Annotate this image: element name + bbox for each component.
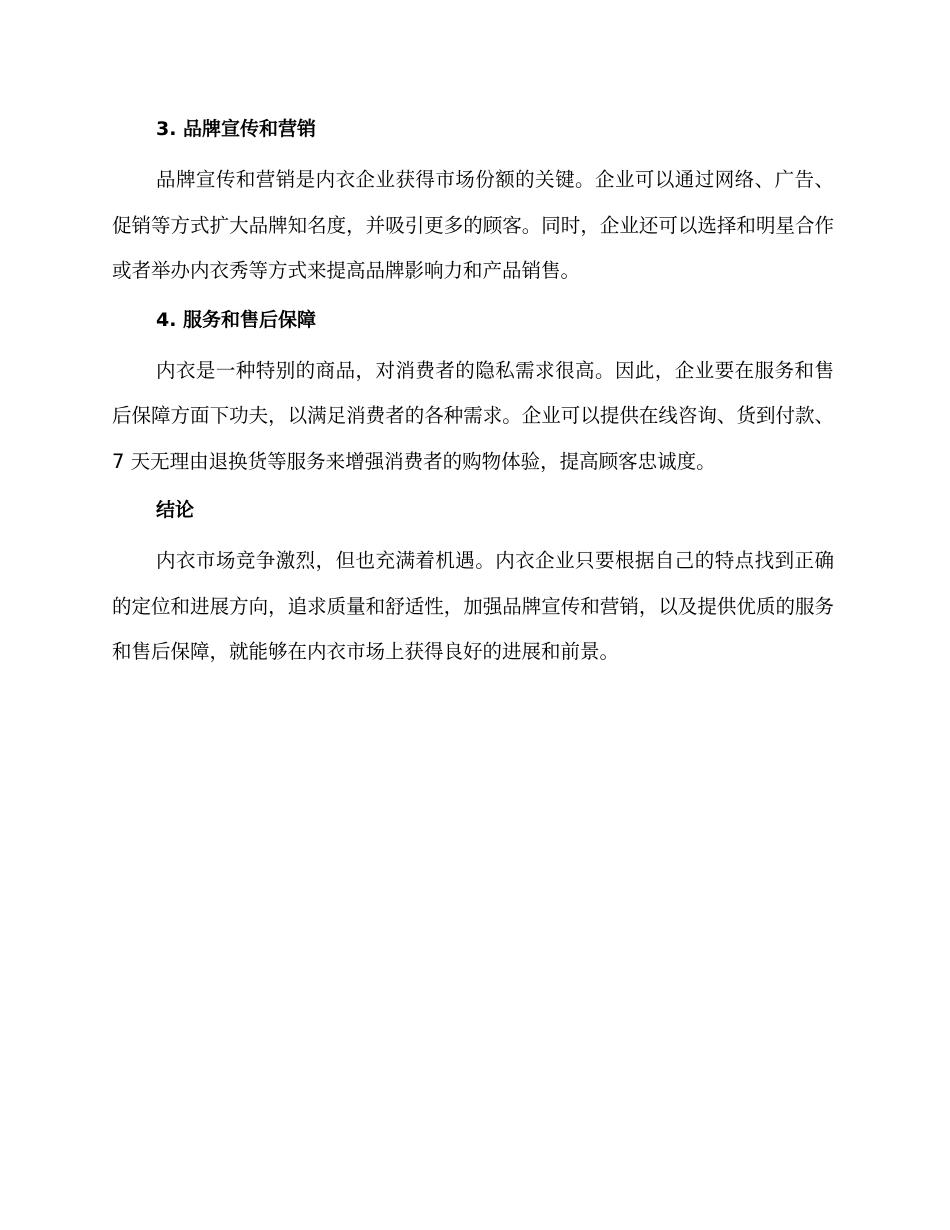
- section-paragraph-service: 内衣是一种特别的商品，对消费者的隐私需求很高。因此，企业要在服务和售后保障方面下功夫，以满足消费者的各种需求。企业可以提供在线咨询、货到付款、7 天无理由退换货等服务来增强消费者的购物体验，提高顾客忠诚度。: [112, 358, 834, 473]
- spacer: [112, 526, 834, 538]
- spacer: [112, 336, 834, 348]
- section-heading-service: 4. 服务和售后保障: [156, 308, 317, 331]
- section-heading-branding: 3. 品牌宣传和营销: [156, 118, 317, 140]
- spacer: [112, 484, 834, 494]
- section-paragraph-branding: 品牌宣传和营销是内衣企业获得市场份额的关键。企业可以通过网络、广告、促销等方式扩大品牌知名度，并吸引更多的顾客。同时，企业还可以选择和明星合作或者举办内衣秀等方式来提高品牌影响力和产品销售。: [112, 168, 834, 282]
- spacer: [112, 294, 834, 304]
- spacer: [112, 145, 834, 157]
- section-heading-conclusion: 结论: [156, 499, 195, 521]
- section-paragraph-conclusion: 内衣市场竞争激烈，但也充满着机遇。内衣企业只要根据自己的特点找到正确的定位和进展方向，追求质量和舒适性，加强品牌宣传和营销，以及提供优质的服务和售后保障，就能够在内衣市场上获得良好的进展和前景。: [112, 549, 834, 663]
- document-body: [112, 113, 834, 675]
